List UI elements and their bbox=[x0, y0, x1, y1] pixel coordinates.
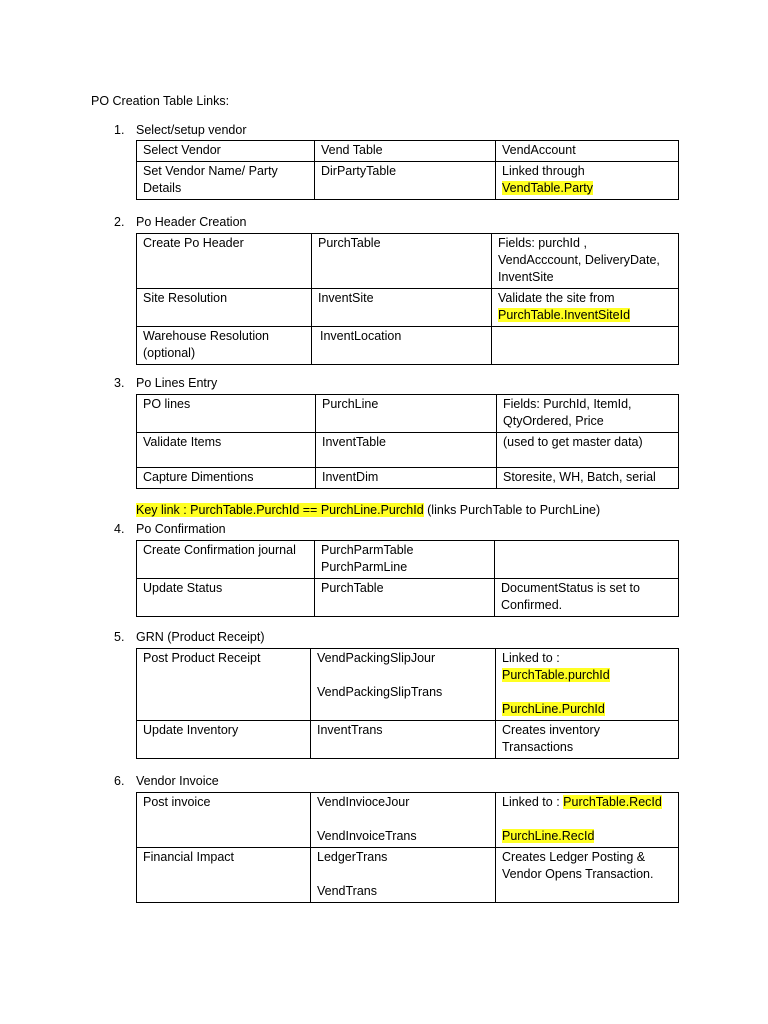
section-title: Po Header Creation bbox=[136, 215, 247, 229]
table-row bbox=[137, 468, 679, 489]
table-cell: Site Resolution bbox=[137, 289, 312, 327]
table-cell bbox=[496, 793, 679, 848]
table-cell: Warehouse Resolution (optional) bbox=[137, 327, 312, 365]
table-row bbox=[137, 234, 679, 289]
table-cell: (used to get master data) bbox=[497, 433, 679, 468]
key-link-highlight: Key link : PurchTable.PurchId == PurchLine.PurchId bbox=[136, 503, 424, 517]
table-select-vendor bbox=[136, 140, 679, 200]
table-cell: VendAccount bbox=[496, 141, 679, 162]
table-row bbox=[137, 289, 679, 327]
table-cell: PurchLine bbox=[316, 395, 497, 433]
highlighted-link: PurchTable.purchId bbox=[502, 668, 610, 682]
highlighted-link: PurchLine.RecId bbox=[502, 829, 595, 843]
section-title: Po Confirmation bbox=[136, 522, 226, 536]
table-row bbox=[137, 848, 679, 903]
cell-text: Linked to : bbox=[502, 795, 564, 809]
table-cell: PurchTable bbox=[312, 234, 492, 289]
table-row bbox=[137, 541, 679, 579]
cell-text: VendTrans bbox=[317, 884, 377, 898]
cell-text: VendInvoiceTrans bbox=[317, 829, 417, 843]
highlighted-link: VendTable.Party bbox=[502, 181, 594, 195]
cell-text: PurchParmLine bbox=[321, 560, 408, 574]
table-cell: Create Po Header bbox=[137, 234, 312, 289]
section-number: 1. bbox=[114, 123, 125, 137]
table-cell: Select Vendor bbox=[137, 141, 315, 162]
section-number: 3. bbox=[114, 376, 125, 390]
cell-text: VendInviocеJour bbox=[317, 795, 410, 809]
cell-text: LedgerTrans bbox=[317, 850, 388, 864]
section-title: Select/setup vendor bbox=[136, 123, 247, 137]
table-cell: PurchTable bbox=[315, 579, 495, 617]
table-cell bbox=[311, 649, 496, 721]
section-heading-6 bbox=[114, 773, 219, 789]
cell-text: PurchParmTable bbox=[321, 543, 414, 557]
table-po-lines bbox=[136, 394, 679, 489]
section-number: 2. bbox=[114, 215, 125, 229]
table-grn bbox=[136, 648, 679, 759]
key-link-description: (links PurchTable to PurchLine) bbox=[423, 503, 601, 517]
table-cell: Creates inventory Transactions bbox=[496, 721, 679, 759]
page-title: PO Creation Table Links: bbox=[91, 94, 230, 108]
table-po-header bbox=[136, 233, 679, 365]
table-cell: Set Vendor Name/ Party Details bbox=[137, 162, 315, 200]
table-cell: Creates Ledger Posting & Vendor Opens Transaction. bbox=[496, 848, 679, 903]
table-cell: Validate Items bbox=[137, 433, 316, 468]
section-heading-4 bbox=[114, 521, 226, 537]
table-cell: DocumentStatus is set to Confirmed. bbox=[495, 579, 679, 617]
table-cell bbox=[496, 162, 679, 200]
section-title: Vendor Invoice bbox=[136, 774, 219, 788]
key-link-note bbox=[136, 502, 600, 518]
table-cell: Vend Table bbox=[315, 141, 496, 162]
table-row bbox=[137, 395, 679, 433]
table-cell: Post Product Receipt bbox=[137, 649, 311, 721]
table-cell: InventLocation bbox=[312, 327, 492, 365]
table-cell bbox=[495, 541, 679, 579]
table-cell: InventDim bbox=[316, 468, 497, 489]
section-heading-5 bbox=[114, 629, 265, 645]
cell-text: VendPackingSlipTrans bbox=[317, 685, 443, 699]
highlighted-link: PurchTable.RecId bbox=[563, 795, 662, 809]
table-cell: InventTrans bbox=[311, 721, 496, 759]
table-cell bbox=[496, 649, 679, 721]
section-number: 4. bbox=[114, 522, 125, 536]
highlighted-link: PurchLine.PurchId bbox=[502, 702, 605, 716]
table-row bbox=[137, 162, 679, 200]
table-cell: Update Inventory bbox=[137, 721, 311, 759]
table-cell bbox=[311, 848, 496, 903]
table-row bbox=[137, 721, 679, 759]
cell-text: VendPackingSlipJour bbox=[317, 651, 436, 665]
table-cell bbox=[492, 327, 679, 365]
highlighted-link: PurchTable.InventSiteId bbox=[498, 308, 631, 322]
cell-text: Linked to : bbox=[502, 651, 560, 665]
table-row bbox=[137, 793, 679, 848]
table-vendor-invoice bbox=[136, 792, 679, 903]
section-heading-3 bbox=[114, 375, 217, 391]
table-row bbox=[137, 327, 679, 365]
section-number: 6. bbox=[114, 774, 125, 788]
section-heading-2 bbox=[114, 214, 246, 230]
table-cell: DirPartyTable bbox=[315, 162, 496, 200]
table-cell bbox=[492, 289, 679, 327]
table-po-confirmation bbox=[136, 540, 679, 617]
table-cell: Capture Dimentions bbox=[137, 468, 316, 489]
table-cell bbox=[311, 793, 496, 848]
table-cell: Storesite, WH, Batch, serial bbox=[497, 468, 679, 489]
table-row bbox=[137, 579, 679, 617]
section-title: Po Lines Entry bbox=[136, 376, 218, 390]
cell-text: Linked through bbox=[502, 164, 585, 178]
cell-text: Validate the site from bbox=[498, 291, 615, 305]
table-row bbox=[137, 433, 679, 468]
table-cell: InventTable bbox=[316, 433, 497, 468]
table-cell: Fields: purchId , VendAcccount, DeliveryDate, InventSite bbox=[492, 234, 679, 289]
table-cell: PO lines bbox=[137, 395, 316, 433]
table-row bbox=[137, 141, 679, 162]
table-cell bbox=[315, 541, 495, 579]
table-cell: Fields: PurchId, ItemId, QtyOrdered, Price bbox=[497, 395, 679, 433]
table-cell: Update Status bbox=[137, 579, 315, 617]
table-cell: InventSite bbox=[312, 289, 492, 327]
table-cell: Create Confirmation journal bbox=[137, 541, 315, 579]
section-title: GRN (Product Receipt) bbox=[136, 630, 265, 644]
section-number: 5. bbox=[114, 630, 125, 644]
section-heading-1 bbox=[114, 122, 247, 138]
table-cell: Financial Impact bbox=[137, 848, 311, 903]
table-row bbox=[137, 649, 679, 721]
table-cell: Post invoice bbox=[137, 793, 311, 848]
